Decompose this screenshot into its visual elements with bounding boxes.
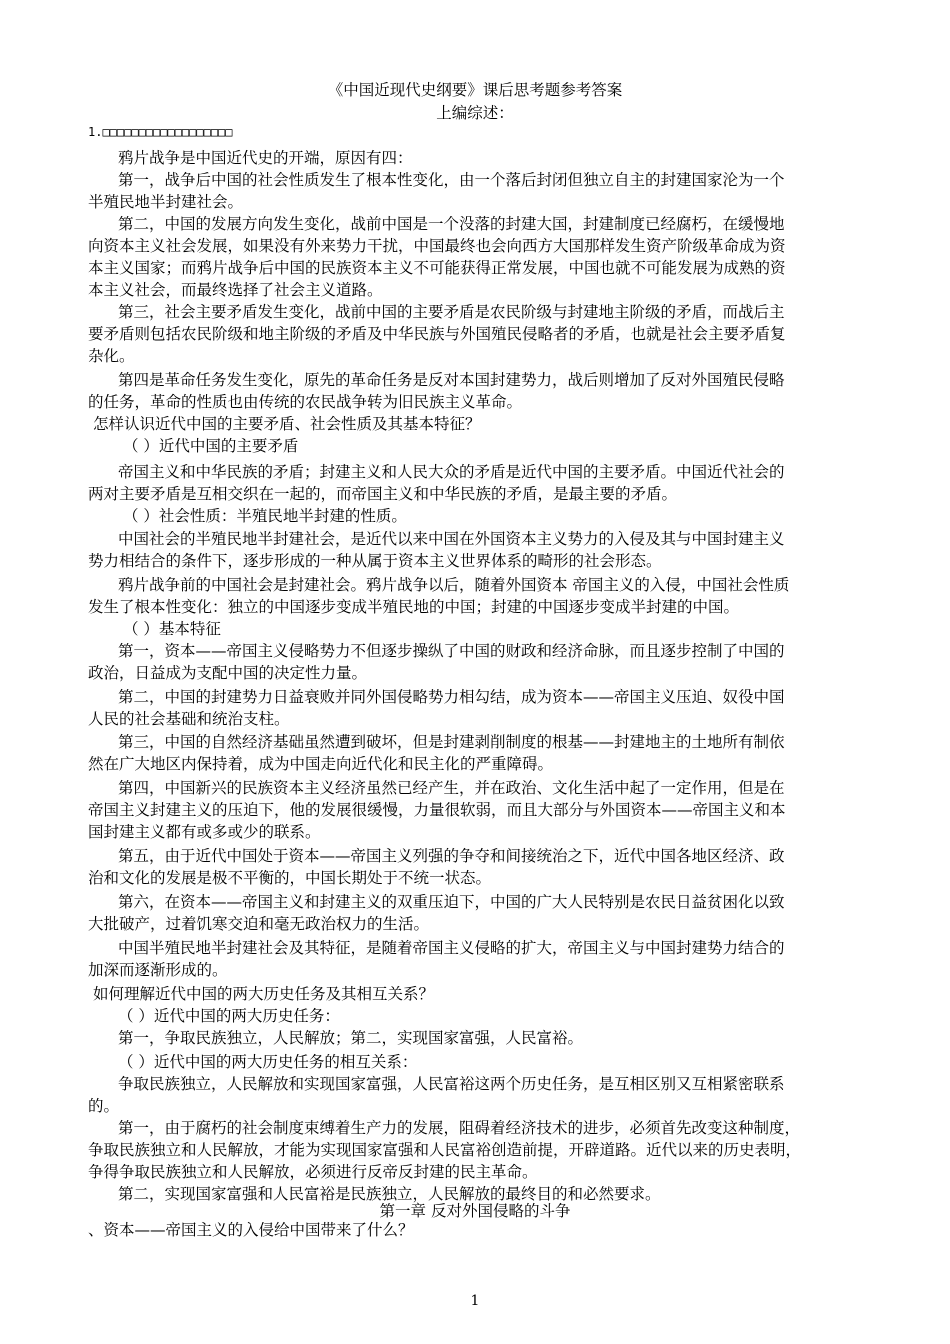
- body-line: 鸦片战争是中国近代史的开端，原因有四：: [118, 149, 413, 167]
- body-line: 争取民族独立，人民解放和实现国家富强，人民富裕这两个历史任务，是互相区别又互相紧密联系: [118, 1075, 785, 1093]
- body-line: 的任务，革命的性质也由传统的农民战争转为旧民族主义革命。: [88, 393, 523, 411]
- body-line: 治和文化的发展是极不平衡的，中国长期处于不统一状态。: [88, 869, 492, 887]
- chapter-title: 第一章 反对外国侵略的斗争: [379, 1202, 571, 1220]
- body-line: 帝国主义和中华民族的矛盾；封建主义和人民大众的矛盾是近代中国的主要矛盾。中国近代社会的: [118, 463, 785, 481]
- body-line: （ ）近代中国的两大历史任务的相互关系：: [118, 1053, 418, 1071]
- body-line: 杂化。: [88, 347, 135, 365]
- body-line: 第三，社会主要矛盾发生变化，战前中国的主要矛盾是农民阶级与封建地主阶级的矛盾，而战后主: [118, 303, 785, 321]
- body-line: （ ）社会性质：半殖民地半封建的性质。: [123, 507, 407, 525]
- document-subtitle: 上编综述：: [436, 104, 514, 122]
- body-line: 本主义国家；而鸦片战争后中国的民族资本主义不可能获得正常发展，中国也就不可能发展为成熟的资: [88, 259, 786, 277]
- question-heading: 1.□□□□□□□□□□□□□□□□□□: [88, 125, 233, 139]
- body-line: 第二，中国的发展方向发生变化，战前中国是一个没落的封建大国，封建制度已经腐朽，在缓慢地: [118, 215, 785, 233]
- body-line: 中国社会的半殖民地半封建社会，是近代以来中国在外国资本主义势力的入侵及其与中国封建主义: [118, 530, 785, 548]
- body-line: 第一，战争后中国的社会性质发生了根本性变化，由一个落后封闭但独立自主的封建国家沦为一个: [118, 171, 785, 189]
- body-line: 大批破产，过着饥寒交迫和毫无政治权力的生活。: [88, 915, 430, 933]
- body-line: 第一，资本——帝国主义侵略势力不但逐步操纵了中国的财政和经济命脉，而且逐步控制了中国的: [118, 642, 785, 660]
- body-line: 如何理解近代中国的两大历史任务及其相互关系？: [93, 985, 435, 1003]
- body-line: 第一，争取民族独立，人民解放；第二，实现国家富强，人民富裕。: [118, 1029, 584, 1047]
- body-line: 第六，在资本——帝国主义和封建主义的双重压迫下，中国的广大人民特别是农民日益贫困化以致: [118, 893, 785, 911]
- body-line: 两对主要矛盾是互相交织在一起的，而帝国主义和中华民族的矛盾，是最主要的矛盾。: [88, 485, 678, 503]
- body-line: 向资本主义社会发展，如果没有外来势力干扰，中国最终也会向西方大国那样发生资产阶级革命成为资: [88, 237, 786, 255]
- body-line: 争得争取民族独立和人民解放，必须进行反帝反封建的民主革命。: [88, 1163, 538, 1181]
- document-title: 《中国近现代史纲要》课后思考题参考答案: [327, 81, 623, 99]
- body-line: 第五，由于近代中国处于资本——帝国主义列强的争夺和间接统治之下，近代中国各地区经济、政: [118, 847, 785, 865]
- body-line: 势力相结合的条件下，逐步形成的一种从属于资本主义世界体系的畸形的社会形态。: [88, 552, 662, 570]
- body-line: 的。: [88, 1097, 120, 1115]
- body-line: （ ）近代中国的主要矛盾: [123, 437, 299, 455]
- body-line: 本主义社会，而最终选择了社会主义道路。: [88, 281, 383, 299]
- body-line: 第四是革命任务发生变化，原先的革命任务是反对本国封建势力，战后则增加了反对外国殖民侵略: [118, 371, 785, 389]
- page-number: 1: [470, 1293, 480, 1309]
- body-line: 第二，实现国家富强和人民富裕是民族独立，人民解放的最终目的和必然要求。: [118, 1185, 661, 1203]
- body-line: 政治，日益成为支配中国的决定性力量。: [88, 664, 368, 682]
- body-line: 中国半殖民地半封建社会及其特征，是随着帝国主义侵略的扩大，帝国主义与中国封建势力结合的: [118, 939, 785, 957]
- body-line: 要矛盾则包括农民阶级和地主阶级的矛盾及中华民族与外国殖民侵略者的矛盾，也就是社会主要矛盾复: [88, 325, 786, 343]
- body-line: 加深而逐渐形成的。: [88, 961, 228, 979]
- body-line: 然在广大地区内保持着，成为中国走向近代化和民主化的严重障碍。: [88, 755, 554, 773]
- body-line: 争取民族独立和人民解放，才能为实现国家富强和人民富裕创造前提，开辟道路。近代以来的历史表明，: [88, 1141, 802, 1159]
- body-line: 帝国主义封建主义的压迫下，他的发展很缓慢，力量很软弱，而且大部分与外国资本——帝国主义和本: [88, 801, 786, 819]
- body-line: 第四，中国新兴的民族资本主义经济虽然已经产生，并在政治、文化生活中起了一定作用，但是在: [118, 779, 785, 797]
- body-line: 人民的社会基础和统治支柱。: [88, 710, 290, 728]
- body-line: 半殖民地半封建社会。: [88, 193, 244, 211]
- body-line: 第一，由于腐朽的社会制度束缚着生产力的发展，阻碍着经济技术的进步，必须首先改变这种制度，: [118, 1119, 801, 1137]
- body-line: 发生了根本性变化：独立的中国逐步变成半殖民地的中国；封建的中国逐步变成半封建的中国。: [88, 598, 740, 616]
- chapter-question: 、资本——帝国主义的入侵给中国带来了什么？: [88, 1221, 414, 1239]
- body-line: 怎样认识近代中国的主要矛盾、社会性质及其基本特征？: [93, 415, 481, 433]
- body-line: 第三，中国的自然经济基础虽然遭到破坏，但是封建剥削制度的根基——封建地主的土地所有制依: [118, 733, 785, 751]
- body-line: 国封建主义都有或多或少的联系。: [88, 823, 321, 841]
- body-line: 鸦片战争前的中国社会是封建社会。鸦片战争以后，随着外国资本 帝国主义的入侵，中国社会性质: [118, 576, 790, 594]
- body-line: （ ）近代中国的两大历史任务：: [118, 1007, 340, 1025]
- body-line: 第二，中国的封建势力日益衰败并同外国侵略势力相勾结，成为资本——帝国主义压迫、奴役中国: [118, 688, 785, 706]
- body-line: （ ）基本特征: [123, 620, 221, 638]
